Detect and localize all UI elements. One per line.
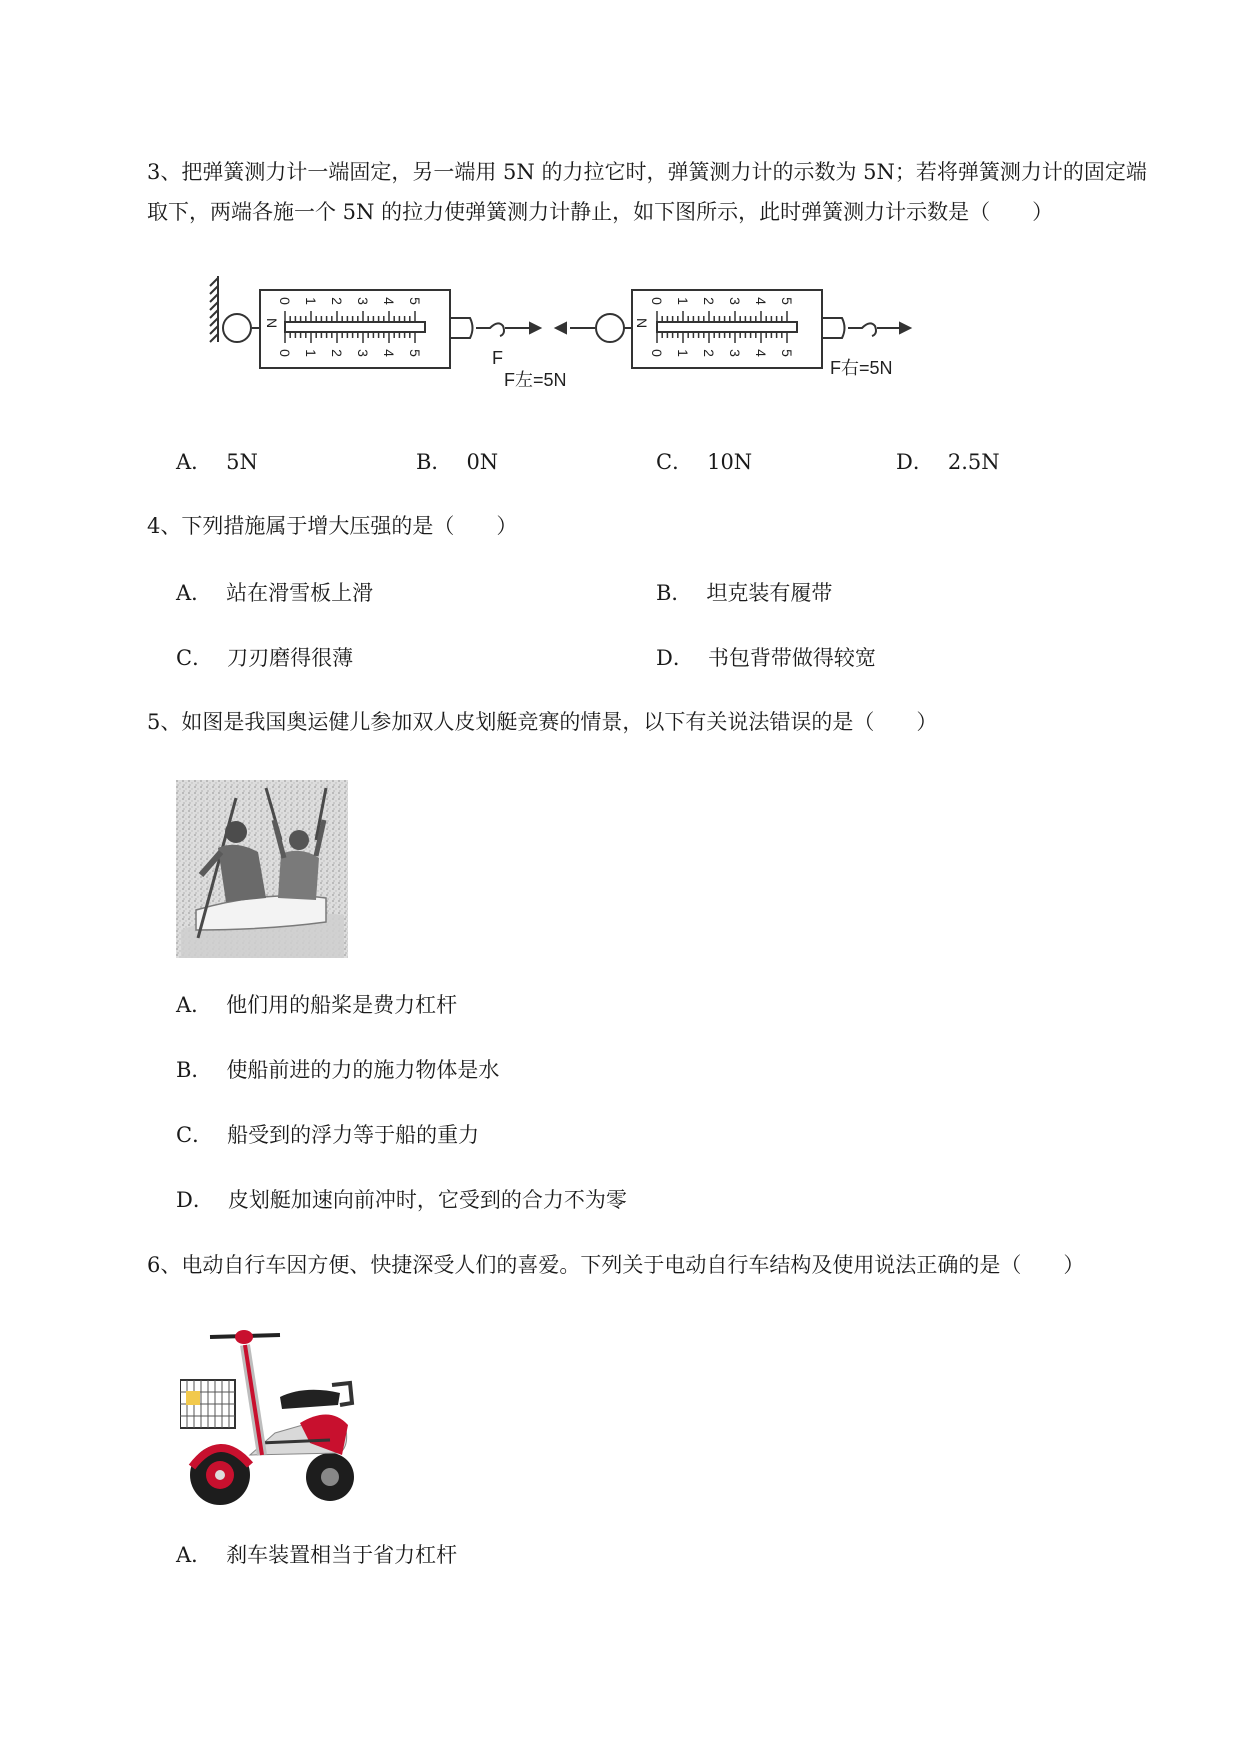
q4-option-b[interactable] — [656, 578, 832, 608]
scale-number-bottom: 0 — [649, 349, 665, 357]
unit-label: N — [634, 317, 650, 329]
scale-number-top: 4 — [381, 297, 397, 305]
option-text: 刀刃磨得很薄 — [227, 646, 354, 670]
option-key: B． — [176, 1058, 213, 1082]
option-text: 站在滑雪板上滑 — [226, 581, 374, 605]
q5-option-a[interactable] — [176, 990, 457, 1020]
scale-number-bottom: 2 — [701, 349, 717, 357]
option-key: D． — [176, 1188, 214, 1212]
scale-number-bottom: 0 — [277, 349, 293, 357]
option-text: 船受到的浮力等于船的重力 — [227, 1123, 480, 1147]
option-key: C． — [176, 646, 214, 670]
option-text: 书包背带做得较宽 — [707, 646, 876, 670]
scale-number-bottom: 4 — [753, 349, 769, 357]
question-4-stem — [147, 506, 1147, 546]
option-text: 刹车装置相当于省力杠杆 — [226, 1543, 458, 1567]
q5-option-c[interactable] — [176, 1120, 479, 1150]
scale-number-bottom: 5 — [779, 349, 795, 357]
force-arrow-right-1 — [505, 323, 540, 333]
q4-option-c[interactable] — [176, 643, 353, 673]
option-key: B． — [656, 581, 693, 605]
unit-label: N — [264, 317, 280, 329]
option-key: A． — [176, 993, 213, 1017]
option-text: 0N — [466, 450, 499, 474]
scale-number-bottom: 4 — [381, 349, 397, 357]
scale-number-bottom: 2 — [329, 349, 345, 357]
question-number: 5、 — [147, 710, 182, 734]
question-6-stem — [147, 1245, 1147, 1285]
q3-option-b[interactable] — [416, 447, 498, 477]
scale-number-bottom: 1 — [303, 349, 319, 357]
question-number: 6、 — [147, 1253, 182, 1277]
question-text: 下列措施属于增大压强的是（ ） — [181, 514, 518, 538]
option-key: C． — [176, 1123, 214, 1147]
q6-option-a[interactable] — [176, 1540, 457, 1570]
q3-option-d[interactable] — [896, 447, 1000, 477]
scale-number-top: 3 — [727, 297, 743, 305]
scale-number-top: 4 — [753, 297, 769, 305]
option-key: D． — [656, 646, 694, 670]
q5-option-b[interactable] — [176, 1055, 499, 1085]
option-key: A． — [176, 581, 213, 605]
question-number: 3、 — [147, 160, 182, 184]
force-label-f: F — [492, 348, 503, 368]
option-key: D． — [896, 450, 934, 474]
option-key: A． — [176, 450, 213, 474]
scale-number-bottom: 3 — [355, 349, 371, 357]
option-key: C． — [656, 450, 694, 474]
wall — [210, 276, 218, 342]
option-key: B． — [416, 450, 453, 474]
q3-option-a[interactable] — [176, 447, 258, 477]
scale-number-top: 5 — [407, 297, 423, 305]
scale-number-top: 5 — [779, 297, 795, 305]
scale-number-top: 1 — [675, 297, 691, 305]
q3-option-c[interactable] — [656, 447, 752, 477]
kayak-photo — [176, 780, 348, 958]
scale-number-bottom: 1 — [675, 349, 691, 357]
force-label-right: F右=5N — [830, 358, 893, 378]
scale-number-bottom: 5 — [407, 349, 423, 357]
option-text: 2.5N — [947, 450, 1000, 474]
scale-number-top: 0 — [649, 297, 665, 305]
q4-option-a[interactable] — [176, 578, 373, 608]
option-text: 皮划艇加速向前冲时，它受到的合力不为零 — [227, 1188, 627, 1212]
option-text: 坦克装有履带 — [706, 581, 833, 605]
spring-scale-figure — [200, 270, 1020, 395]
question-5-stem — [147, 702, 1147, 742]
question-text: 如图是我国奥运健儿参加双人皮划艇竞赛的情景，以下有关说法错误的是（ ） — [181, 710, 938, 734]
force-arrow-left-2 — [556, 323, 595, 333]
scale-number-bottom: 3 — [727, 349, 743, 357]
scale-number-top: 2 — [329, 297, 345, 305]
option-text: 他们用的船桨是费力杠杆 — [226, 993, 458, 1017]
scale-number-top: 0 — [277, 297, 293, 305]
force-label-left: F左=5N — [504, 370, 567, 390]
question-text: 电动自行车因方便、快捷深受人们的喜爱。下列关于电动自行车结构及使用说法正确的是（ ） — [181, 1253, 1085, 1277]
option-text: 使船前进的力的施力物体是水 — [226, 1058, 500, 1082]
force-arrow-right-2 — [877, 323, 910, 333]
question-number: 4、 — [147, 514, 182, 538]
question-3-stem — [147, 152, 1147, 232]
option-text: 10N — [707, 450, 753, 474]
q4-option-d[interactable] — [656, 643, 876, 673]
electric-bike-photo — [180, 1325, 370, 1510]
question-text: 把弹簧测力计一端固定，另一端用 5N 的力拉它时，弹簧测力计的示数为 5N；若将弹簧测力计的固定端取下，两端各施一个 5N 的拉力使弹簧测力计静止，如下图所示，此时弹簧测力计示数是（ ） — [147, 160, 1147, 224]
option-text: 5N — [226, 450, 258, 474]
scale-number-top: 2 — [701, 297, 717, 305]
q5-option-d[interactable] — [176, 1185, 627, 1215]
scale-number-top: 1 — [303, 297, 319, 305]
scale-number-top: 3 — [355, 297, 371, 305]
option-key: A． — [176, 1543, 213, 1567]
